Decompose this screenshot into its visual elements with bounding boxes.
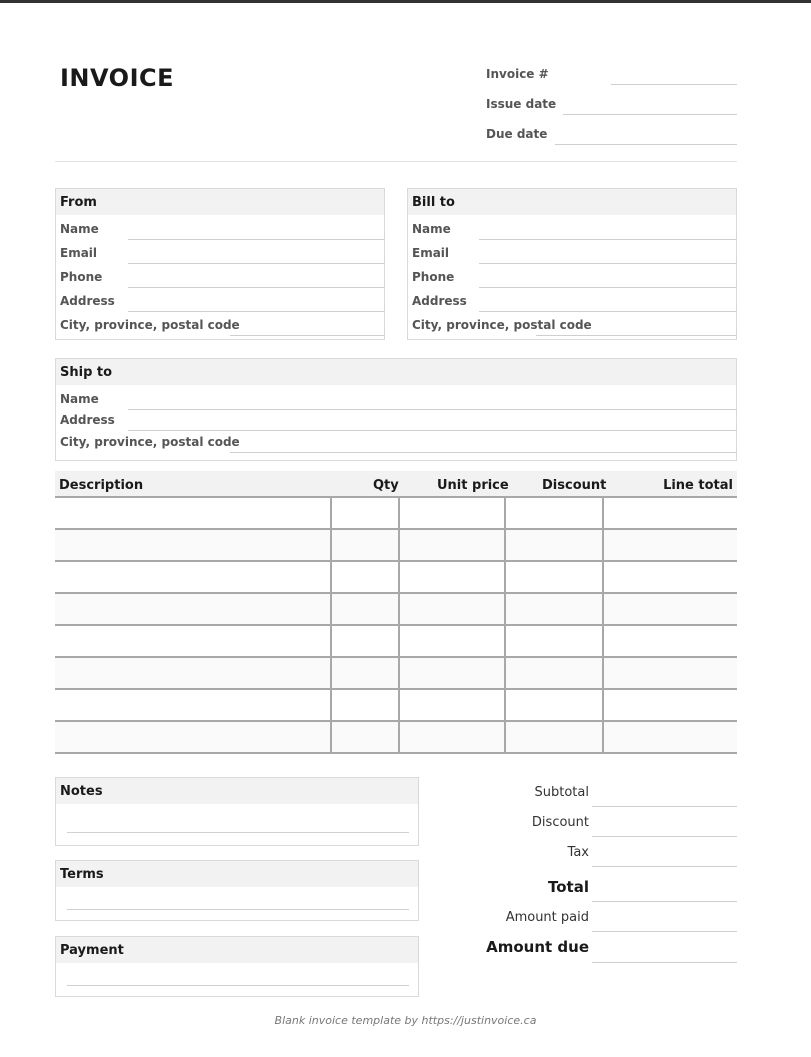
issue-date-field[interactable] xyxy=(563,114,737,115)
payment-field[interactable] xyxy=(67,985,409,986)
column-divider xyxy=(602,498,604,530)
table-row[interactable] xyxy=(55,690,737,722)
from-city-label: City, province, postal code xyxy=(60,318,240,332)
table-row[interactable] xyxy=(55,498,737,530)
ship-to-heading: Ship to xyxy=(56,359,736,385)
ship-to-city-label: City, province, postal code xyxy=(60,435,240,449)
column-divider xyxy=(602,722,604,754)
tax-field[interactable] xyxy=(592,866,737,867)
subtotal-label: Subtotal xyxy=(534,785,589,800)
payment-heading: Payment xyxy=(56,937,418,963)
amount-due-label: Amount due xyxy=(486,938,589,956)
invoice-title: INVOICE xyxy=(60,64,175,92)
amount-due-field[interactable] xyxy=(592,962,737,963)
column-divider xyxy=(330,594,332,626)
table-row[interactable] xyxy=(55,658,737,690)
column-divider xyxy=(330,626,332,658)
column-divider xyxy=(398,722,400,754)
column-divider xyxy=(330,562,332,594)
column-divider xyxy=(330,690,332,722)
due-date-field[interactable] xyxy=(555,144,737,145)
header-divider xyxy=(55,161,737,162)
column-divider xyxy=(504,626,506,658)
discount-label: Discount xyxy=(531,815,589,830)
from-address-label: Address xyxy=(60,294,115,308)
amount-paid-label: Amount paid xyxy=(505,910,589,925)
bill-to-name-field[interactable] xyxy=(479,239,737,240)
footer-credit: Blank invoice template by https://justinvoice.ca xyxy=(274,1014,537,1027)
ship-to-city-field[interactable] xyxy=(230,452,737,453)
column-header-discount: Discount xyxy=(542,478,607,493)
column-divider xyxy=(504,530,506,562)
from-phone-label: Phone xyxy=(60,270,103,284)
invoice-number-label: Invoice # xyxy=(486,67,549,81)
bill-to-phone-field[interactable] xyxy=(479,287,737,288)
bill-to-panel xyxy=(407,188,737,340)
column-divider xyxy=(602,690,604,722)
from-name-field[interactable] xyxy=(128,239,385,240)
top-border xyxy=(0,0,811,3)
amount-paid-field[interactable] xyxy=(592,931,737,932)
terms-heading: Terms xyxy=(56,861,418,887)
column-divider xyxy=(602,594,604,626)
ship-to-address-label: Address xyxy=(60,413,115,427)
column-divider xyxy=(504,722,506,754)
table-row[interactable] xyxy=(55,626,737,658)
ship-to-name-field[interactable] xyxy=(128,409,737,410)
items-table-header xyxy=(55,471,737,498)
issue-date-label: Issue date xyxy=(486,97,557,111)
bill-to-name-label: Name xyxy=(412,222,451,236)
from-phone-field[interactable] xyxy=(128,287,385,288)
invoice-number-field[interactable] xyxy=(611,84,737,85)
from-panel xyxy=(55,188,385,340)
ship-to-name-label: Name xyxy=(60,392,99,406)
from-email-label: Email xyxy=(60,246,98,260)
column-header-description: Description xyxy=(59,478,144,493)
column-divider xyxy=(504,658,506,690)
bill-to-address-label: Address xyxy=(412,294,467,308)
ship-to-address-field[interactable] xyxy=(128,430,737,431)
notes-field[interactable] xyxy=(67,832,409,833)
table-row[interactable] xyxy=(55,562,737,594)
table-row[interactable] xyxy=(55,722,737,754)
column-divider xyxy=(398,658,400,690)
from-address-field[interactable] xyxy=(128,311,385,312)
column-divider xyxy=(602,626,604,658)
column-header-line-total: Line total xyxy=(663,478,733,493)
column-divider xyxy=(504,594,506,626)
payment-box xyxy=(55,936,419,997)
subtotal-field[interactable] xyxy=(592,806,737,807)
column-divider xyxy=(330,722,332,754)
bill-to-city-label: City, province, postal code xyxy=(412,318,592,332)
from-name-label: Name xyxy=(60,222,99,236)
column-divider xyxy=(330,498,332,530)
column-divider xyxy=(602,562,604,594)
column-divider xyxy=(398,690,400,722)
table-row[interactable] xyxy=(55,594,737,626)
terms-field[interactable] xyxy=(67,909,409,910)
column-header-qty: Qty xyxy=(373,478,399,493)
column-divider xyxy=(330,658,332,690)
bill-to-phone-label: Phone xyxy=(412,270,455,284)
bill-to-heading: Bill to xyxy=(408,189,736,215)
column-divider xyxy=(398,562,400,594)
table-row[interactable] xyxy=(55,530,737,562)
from-city-field[interactable] xyxy=(230,335,385,336)
column-divider xyxy=(398,498,400,530)
column-divider xyxy=(504,498,506,530)
bill-to-address-field[interactable] xyxy=(479,311,737,312)
column-divider xyxy=(398,594,400,626)
column-divider xyxy=(602,530,604,562)
due-date-label: Due date xyxy=(486,127,548,141)
bill-to-email-field[interactable] xyxy=(479,263,737,264)
from-heading: From xyxy=(56,189,384,215)
total-label: Total xyxy=(548,878,589,896)
column-divider xyxy=(602,658,604,690)
tax-label: Tax xyxy=(567,845,589,860)
discount-field[interactable] xyxy=(592,836,737,837)
ship-to-panel xyxy=(55,358,737,461)
column-header-unit-price: Unit price xyxy=(437,478,509,493)
column-divider xyxy=(330,530,332,562)
bill-to-city-field[interactable] xyxy=(536,335,737,336)
bill-to-email-label: Email xyxy=(412,246,450,260)
total-field[interactable] xyxy=(592,901,737,902)
column-divider xyxy=(398,626,400,658)
terms-box xyxy=(55,860,419,921)
notes-heading: Notes xyxy=(56,778,418,804)
notes-box xyxy=(55,777,419,846)
from-email-field[interactable] xyxy=(128,263,385,264)
column-divider xyxy=(398,530,400,562)
column-divider xyxy=(504,562,506,594)
column-divider xyxy=(504,690,506,722)
